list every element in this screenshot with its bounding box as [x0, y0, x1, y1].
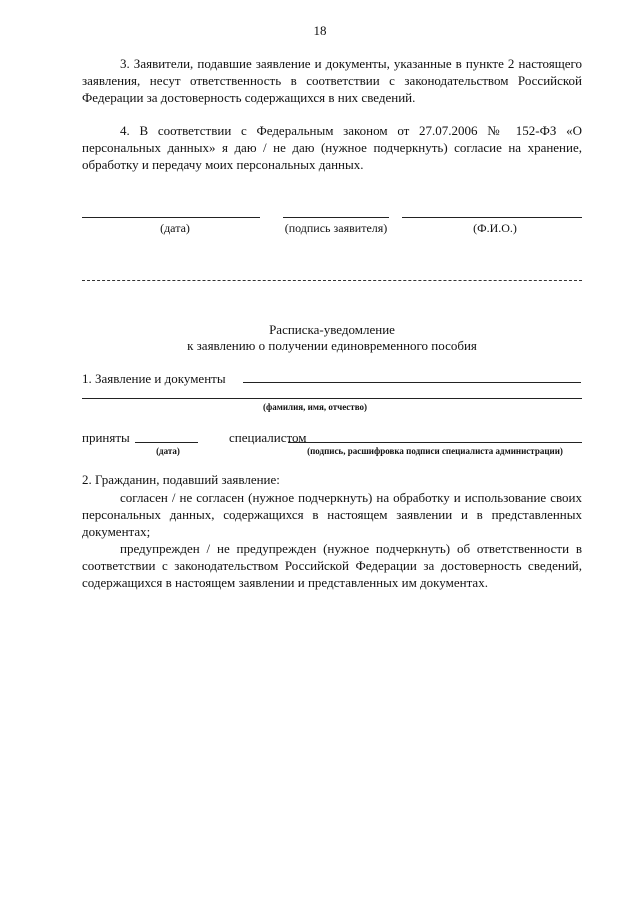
page-number: 18 — [313, 23, 327, 38]
cut-line — [82, 280, 582, 281]
receipt-item-2-heading: 2. Гражданин, подавший заявление: — [82, 472, 280, 487]
receipt-item-1-label: 1. Заявление и документы — [82, 371, 226, 386]
applicant-signature-line — [283, 217, 389, 218]
fio-caption: (фамилия, имя, отчество) — [262, 402, 368, 412]
accepted-label: приняты — [82, 430, 130, 445]
specialist-caption: (подпись, расшифровка подписи специалиста администрации) — [307, 446, 563, 456]
paragraph-item-3: 3. Заявители, подавшие заявление и документы, указанные в пункте 2 настоящего заявления, несут ответственность в соответствии с законодательством Российской Федерации за достоверность содержащихся в них сведений. — [82, 56, 582, 105]
signature-caption: (подпись заявителя) — [284, 221, 388, 235]
receipt-title: Расписка-уведомление — [269, 322, 395, 337]
applicant-name-line — [402, 217, 582, 218]
name-caption: (Ф.И.О.) — [473, 221, 517, 235]
documents-fill-line — [243, 382, 581, 383]
paragraph-item-4: 4. В соответствии с Федеральным законом от 27.07.2006 № 152-ФЗ «О персональных данных» я даю / не даю (нужное подчеркнуть) согласие на хранение, обработку и передачу моих персональных данных. — [82, 123, 582, 172]
date-caption: (дата) — [160, 221, 190, 235]
accepted-date-caption: (дата) — [156, 446, 180, 456]
accepted-date-line — [135, 442, 198, 443]
receipt-subtitle: к заявлению о получении единовременного пособия — [187, 338, 477, 353]
receipt-item-2-consent: согласен / не согласен (нужное подчеркнуть) на обработку и использование своих персональных данных, содержащихся в настоящем заявлении и в представленных документах; — [82, 490, 582, 539]
fio-fill-line — [82, 398, 582, 399]
specialist-fill-line — [288, 442, 582, 443]
receipt-item-2-warning: предупрежден / не предупрежден (нужное подчеркнуть) об ответственности в соответствии с законодательством Российской Федерации за достоверность сведений, содержащихся в настоящем заявлении и представленных им документах. — [82, 541, 582, 590]
date-signature-line — [82, 217, 260, 218]
specialist-label: специалистом — [229, 430, 307, 445]
